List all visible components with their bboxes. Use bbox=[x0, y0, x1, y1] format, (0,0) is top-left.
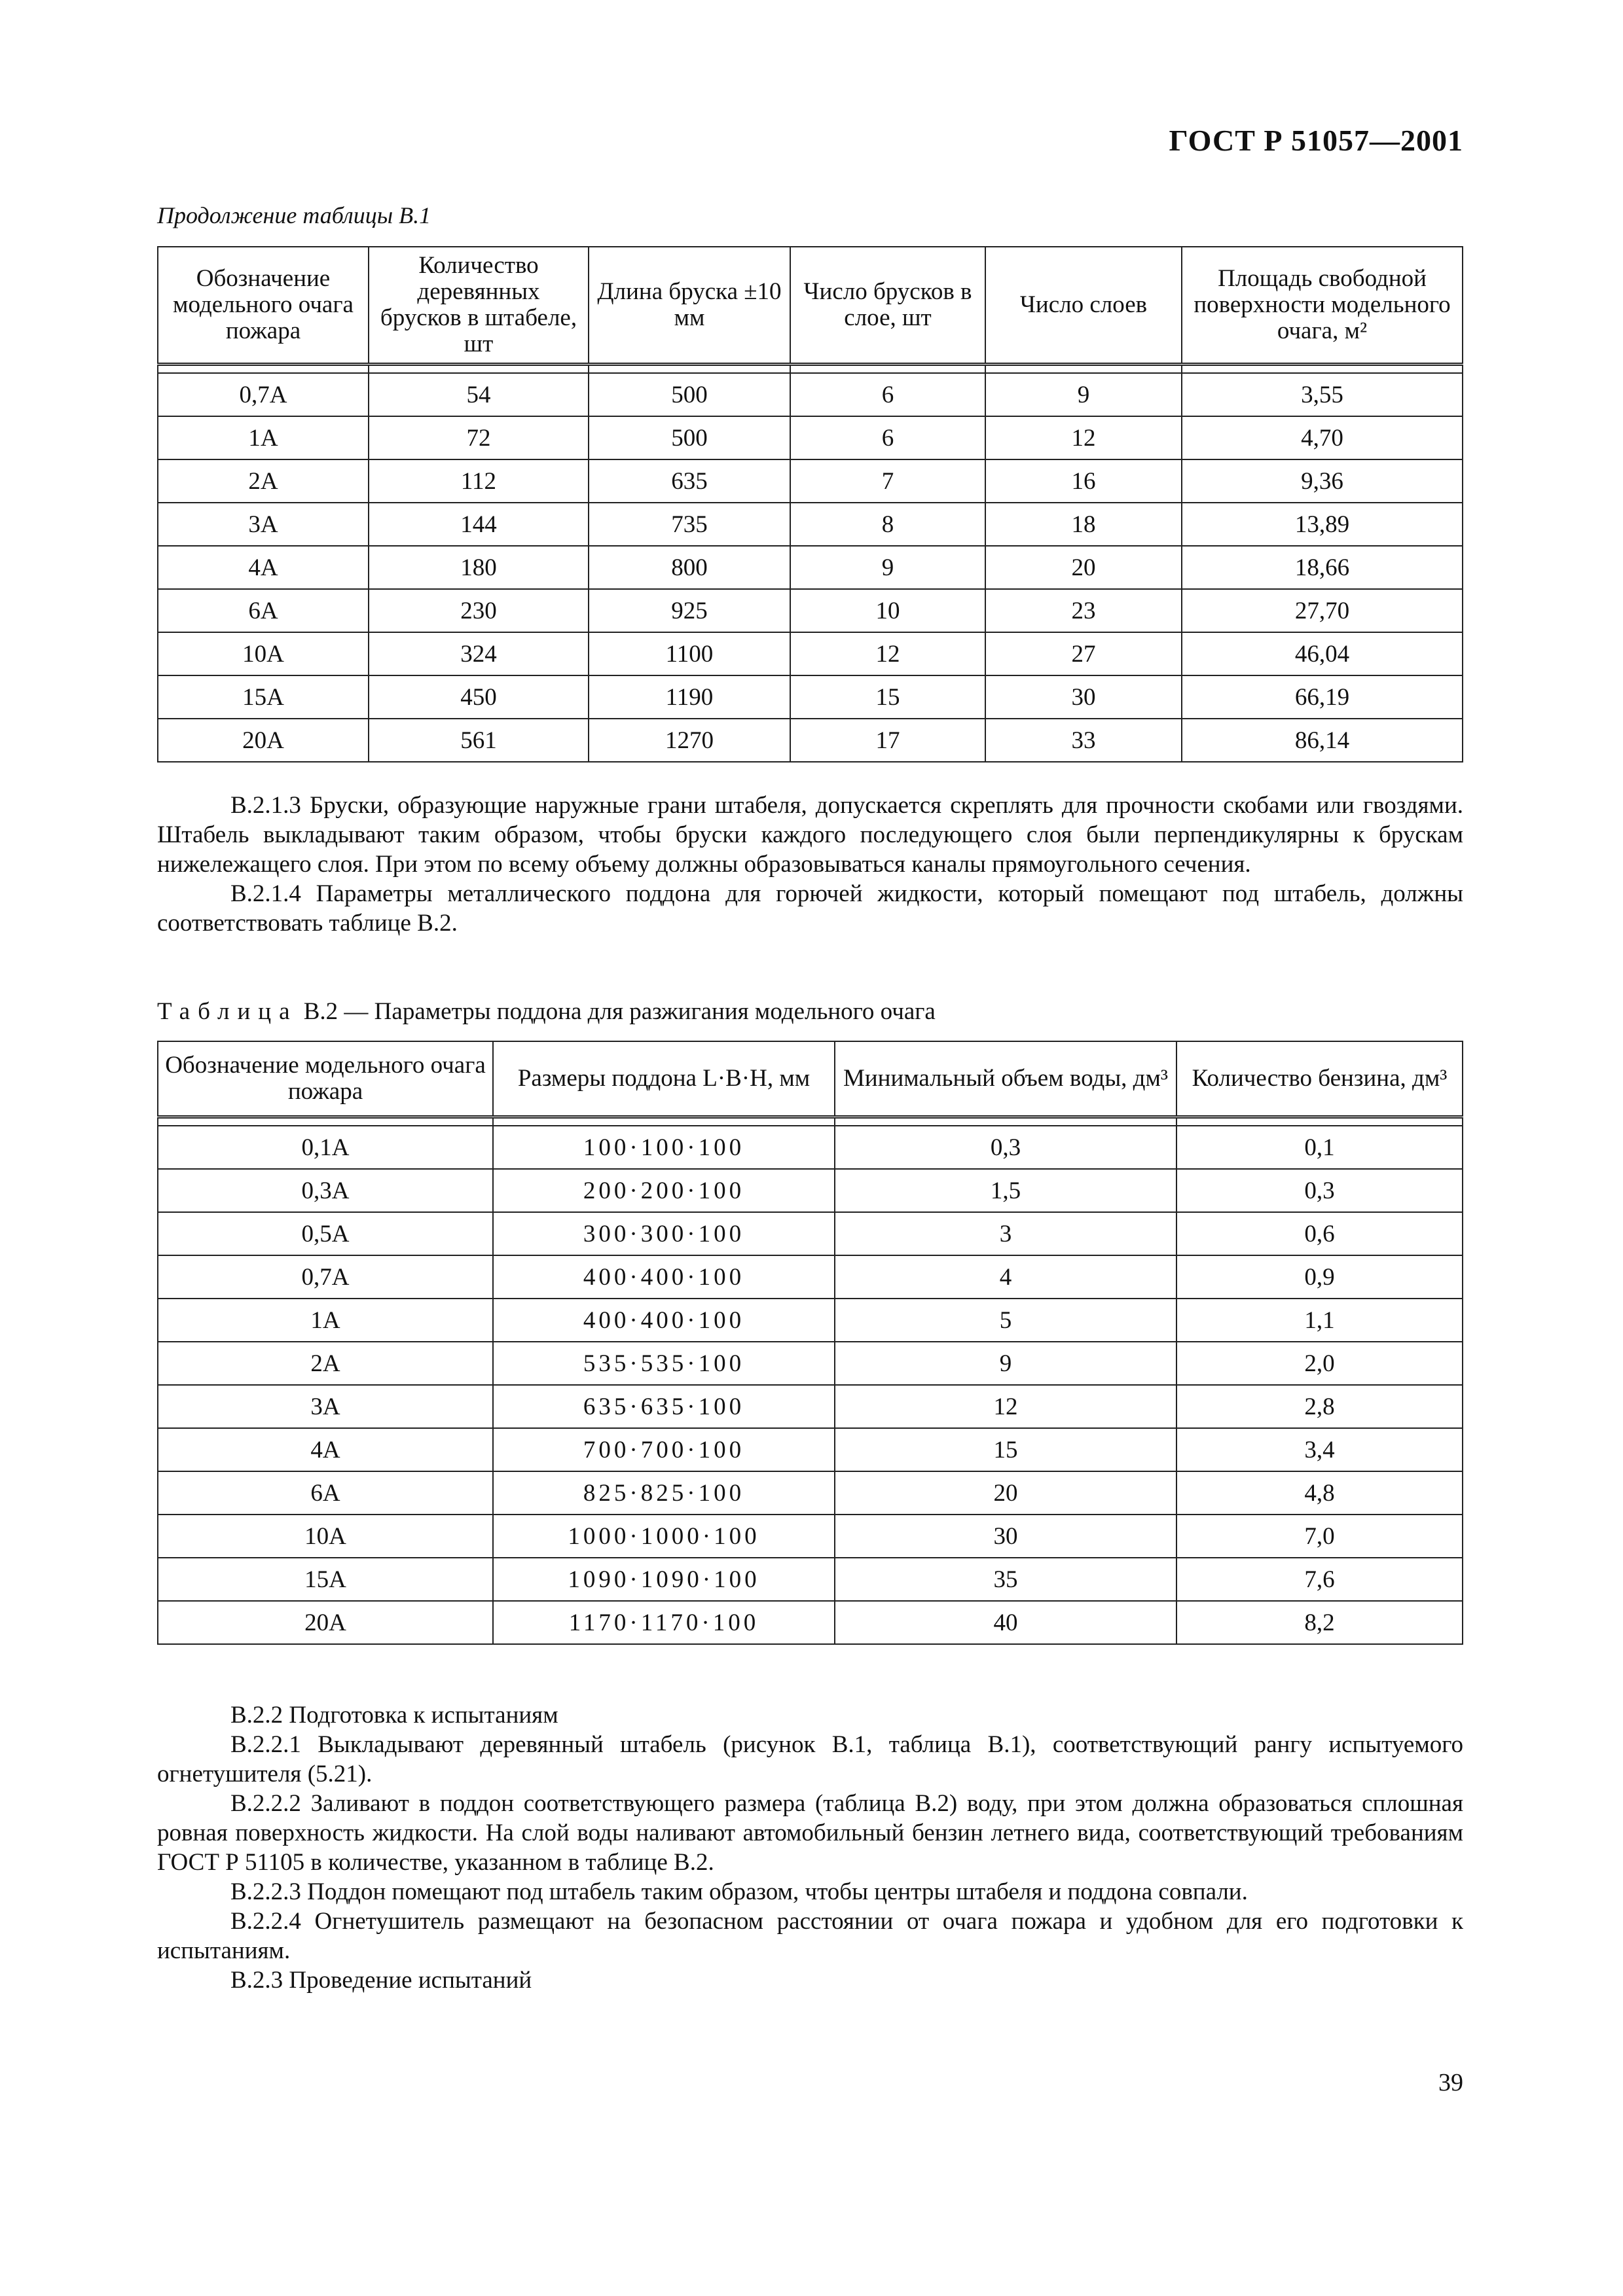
table-row bbox=[158, 1212, 1463, 1255]
table-cell: 2,8 bbox=[1176, 1385, 1463, 1428]
table-cell: 180 bbox=[369, 546, 589, 589]
table-cell: 300·300·100 bbox=[493, 1212, 835, 1255]
table-cell: 4,8 bbox=[1176, 1471, 1463, 1515]
table2-col-header: Обозначение модельного очага пожара bbox=[158, 1041, 493, 1117]
table-cell: 500 bbox=[589, 416, 790, 459]
table-cell: 6А bbox=[158, 1471, 493, 1515]
table-cell: 8 bbox=[790, 503, 985, 546]
table1-col-header: Площадь свободной поверхности модельного очага, м² bbox=[1182, 247, 1463, 365]
paragraph: В.2.1.4 Параметры металлического поддона для горючей жидкости, который помещают под штабель, должны соответствовать таблице В.2. bbox=[157, 880, 1463, 937]
table-cell: 1100 bbox=[589, 632, 790, 675]
table-row bbox=[158, 589, 1463, 632]
table-cell: 10А bbox=[158, 632, 369, 675]
table-cell: 20 bbox=[835, 1471, 1176, 1515]
table-cell: 4А bbox=[158, 1428, 493, 1471]
paragraph: В.2.3 Проведение испытаний bbox=[230, 1967, 532, 1994]
table-cell: 27,70 bbox=[1182, 589, 1463, 632]
table2-title bbox=[157, 997, 936, 1026]
table-cell: 46,04 bbox=[1182, 632, 1463, 675]
body-text-block-2 bbox=[157, 1700, 1463, 1995]
table-cell: 3,4 bbox=[1176, 1428, 1463, 1471]
table-cell: 9 bbox=[985, 373, 1182, 416]
table-cell: 2А bbox=[158, 1342, 493, 1385]
table-cell: 0,1 bbox=[1176, 1126, 1463, 1169]
table-cell: 27 bbox=[985, 632, 1182, 675]
table-row bbox=[158, 1169, 1463, 1212]
table2-col-header: Минимальный объем воды, дм³ bbox=[835, 1041, 1176, 1117]
table-row bbox=[158, 1515, 1463, 1558]
page-number: 39 bbox=[1438, 2069, 1463, 2096]
table-cell: 33 bbox=[985, 719, 1182, 762]
table-cell: 635 bbox=[589, 459, 790, 503]
table-cell: 20А bbox=[158, 719, 369, 762]
table1-header-row bbox=[158, 247, 1463, 365]
table-row bbox=[158, 373, 1463, 416]
table-cell: 0,7А bbox=[158, 373, 369, 416]
table-row bbox=[158, 719, 1463, 762]
table-row bbox=[158, 1299, 1463, 1342]
table-cell: 0,3А bbox=[158, 1169, 493, 1212]
paragraph: В.2.1.3 Бруски, образующие наружные грани штабеля, допускается скреплять для прочности скобами или гвоздями. Штабель выкладывают таким образом, чтобы бруски каждого последующего слоя были перпендикулярны к брускам нижележащего слоя. При этом по всему объему должны образовываться каналы прямоугольного сечения. bbox=[157, 792, 1463, 878]
table-cell: 400·400·100 bbox=[493, 1255, 835, 1299]
table-cell: 0,7А bbox=[158, 1255, 493, 1299]
table1-col-header: Длина бруска ±10 мм bbox=[589, 247, 790, 365]
table1-col-header: Количество деревянных брусков в штабеле, шт bbox=[369, 247, 589, 365]
table-cell: 12 bbox=[835, 1385, 1176, 1428]
table-cell: 15 bbox=[790, 675, 985, 719]
table-cell: 86,14 bbox=[1182, 719, 1463, 762]
table-row bbox=[158, 675, 1463, 719]
table-cell: 1000·1000·100 bbox=[493, 1515, 835, 1558]
table-cell: 200·200·100 bbox=[493, 1169, 835, 1212]
table-cell: 16 bbox=[985, 459, 1182, 503]
table-cell: 450 bbox=[369, 675, 589, 719]
table-cell: 10 bbox=[790, 589, 985, 632]
table-cell: 1А bbox=[158, 416, 369, 459]
table-cell: 2,0 bbox=[1176, 1342, 1463, 1385]
table2-title-rest: В.2 — Параметры поддона для разжигания модельного очага bbox=[303, 998, 936, 1025]
table-cell: 4 bbox=[835, 1255, 1176, 1299]
table-cell: 12 bbox=[790, 632, 985, 675]
table-cell: 9,36 bbox=[1182, 459, 1463, 503]
table-row bbox=[158, 632, 1463, 675]
table-cell: 112 bbox=[369, 459, 589, 503]
table-row bbox=[158, 546, 1463, 589]
table-cell: 40 bbox=[835, 1601, 1176, 1644]
table-cell: 7,6 bbox=[1176, 1558, 1463, 1601]
table-cell: 30 bbox=[985, 675, 1182, 719]
table-cell: 7,0 bbox=[1176, 1515, 1463, 1558]
table-cell: 500 bbox=[589, 373, 790, 416]
table-row bbox=[158, 459, 1463, 503]
table-cell: 15А bbox=[158, 1558, 493, 1601]
table-cell: 7 bbox=[790, 459, 985, 503]
table1-header-separator bbox=[158, 365, 1463, 374]
table-cell: 1А bbox=[158, 1299, 493, 1342]
table2-header-separator bbox=[158, 1117, 1463, 1126]
table-cell: 535·535·100 bbox=[493, 1342, 835, 1385]
table-cell: 1090·1090·100 bbox=[493, 1558, 835, 1601]
table-cell: 6А bbox=[158, 589, 369, 632]
document-code-header: ГОСТ Р 51057—2001 bbox=[1169, 124, 1463, 157]
paragraph: В.2.2 Подготовка к испытаниям bbox=[230, 1702, 558, 1729]
table-cell: 9 bbox=[790, 546, 985, 589]
table-cell: 20А bbox=[158, 1601, 493, 1644]
table1-caption: Продолжение таблицы В.1 bbox=[157, 202, 431, 228]
table2-col-header: Количество бензина, дм³ bbox=[1176, 1041, 1463, 1117]
table-row bbox=[158, 1601, 1463, 1644]
table-cell: 15 bbox=[835, 1428, 1176, 1471]
table-row bbox=[158, 1428, 1463, 1471]
table-cell: 0,1А bbox=[158, 1126, 493, 1169]
table-cell: 2А bbox=[158, 459, 369, 503]
table-cell: 0,3 bbox=[1176, 1169, 1463, 1212]
table-cell: 3 bbox=[835, 1212, 1176, 1255]
table1-col-header: Число слоев bbox=[985, 247, 1182, 365]
table-cell: 0,3 bbox=[835, 1126, 1176, 1169]
paragraph: В.2.2.4 Огнетушитель размещают на безопасном расстоянии от очага пожара и удобном для его подготовки к испытаниям. bbox=[157, 1908, 1463, 1964]
table-cell: 635·635·100 bbox=[493, 1385, 835, 1428]
table-cell: 12 bbox=[985, 416, 1182, 459]
table-cell: 735 bbox=[589, 503, 790, 546]
table-cell: 23 bbox=[985, 589, 1182, 632]
table-cell: 0,5А bbox=[158, 1212, 493, 1255]
table-row bbox=[158, 1255, 1463, 1299]
paragraph: В.2.2.2 Заливают в поддон соответствующего размера (таблица В.2) воду, при этом должна образоваться сплошная ровная поверхность жидкости. На слой воды наливают автомобильный бензин летнего вида, соответствующий требованиям ГОСТ Р 51105 в количестве, указанном в таблице В.2. bbox=[157, 1790, 1463, 1876]
table-cell: 1,5 bbox=[835, 1169, 1176, 1212]
table-cell: 1190 bbox=[589, 675, 790, 719]
table-cell: 230 bbox=[369, 589, 589, 632]
table-cell: 17 bbox=[790, 719, 985, 762]
table-row bbox=[158, 503, 1463, 546]
table-cell: 400·400·100 bbox=[493, 1299, 835, 1342]
table-cell: 1,1 bbox=[1176, 1299, 1463, 1342]
table-cell: 10А bbox=[158, 1515, 493, 1558]
table-cell: 30 bbox=[835, 1515, 1176, 1558]
table-cell: 18,66 bbox=[1182, 546, 1463, 589]
table-cell: 100·100·100 bbox=[493, 1126, 835, 1169]
table-cell: 825·825·100 bbox=[493, 1471, 835, 1515]
table-cell: 700·700·100 bbox=[493, 1428, 835, 1471]
table-cell: 35 bbox=[835, 1558, 1176, 1601]
table-cell: 5 bbox=[835, 1299, 1176, 1342]
table2-col-header: Размеры поддона L·B·H, мм bbox=[493, 1041, 835, 1117]
table-cell: 324 bbox=[369, 632, 589, 675]
table-cell: 9 bbox=[835, 1342, 1176, 1385]
table-row bbox=[158, 1558, 1463, 1601]
table-cell: 18 bbox=[985, 503, 1182, 546]
table-cell: 3А bbox=[158, 1385, 493, 1428]
table-cell: 15А bbox=[158, 675, 369, 719]
table-cell: 0,9 bbox=[1176, 1255, 1463, 1299]
paragraph: В.2.2.1 Выкладывают деревянный штабель (рисунок В.1, таблица В.1), соответствующий рангу испытуемого огнетушителя (5.21). bbox=[157, 1731, 1463, 1787]
table-cell: 66,19 bbox=[1182, 675, 1463, 719]
table1-col-header: Обозначение модельного очага пожара bbox=[158, 247, 369, 365]
table-cell: 54 bbox=[369, 373, 589, 416]
table-cell: 561 bbox=[369, 719, 589, 762]
paragraph: В.2.2.3 Поддон помещают под штабель таким образом, чтобы центры штабеля и поддона совпали. bbox=[230, 1878, 1248, 1905]
table-cell: 1170·1170·100 bbox=[493, 1601, 835, 1644]
table-row bbox=[158, 1471, 1463, 1515]
body-text-block-1 bbox=[157, 791, 1463, 938]
table-row bbox=[158, 1342, 1463, 1385]
table-cell: 20 bbox=[985, 546, 1182, 589]
table-cell: 144 bbox=[369, 503, 589, 546]
table-b2 bbox=[157, 1041, 1463, 1645]
table-cell: 8,2 bbox=[1176, 1601, 1463, 1644]
table2-header-row bbox=[158, 1041, 1463, 1117]
table-row bbox=[158, 1385, 1463, 1428]
table-cell: 72 bbox=[369, 416, 589, 459]
table-b1-continuation bbox=[157, 246, 1463, 762]
table-cell: 3А bbox=[158, 503, 369, 546]
table-cell: 3,55 bbox=[1182, 373, 1463, 416]
table-cell: 925 bbox=[589, 589, 790, 632]
table-row bbox=[158, 1126, 1463, 1169]
table-cell: 6 bbox=[790, 373, 985, 416]
table-cell: 800 bbox=[589, 546, 790, 589]
table-cell: 13,89 bbox=[1182, 503, 1463, 546]
table-cell: 6 bbox=[790, 416, 985, 459]
table1-col-header: Число брусков в слое, шт bbox=[790, 247, 985, 365]
table-row bbox=[158, 416, 1463, 459]
table-cell: 0,6 bbox=[1176, 1212, 1463, 1255]
table2-title-word: Таблица bbox=[157, 998, 298, 1025]
table-cell: 4А bbox=[158, 546, 369, 589]
table-cell: 1270 bbox=[589, 719, 790, 762]
table-cell: 4,70 bbox=[1182, 416, 1463, 459]
